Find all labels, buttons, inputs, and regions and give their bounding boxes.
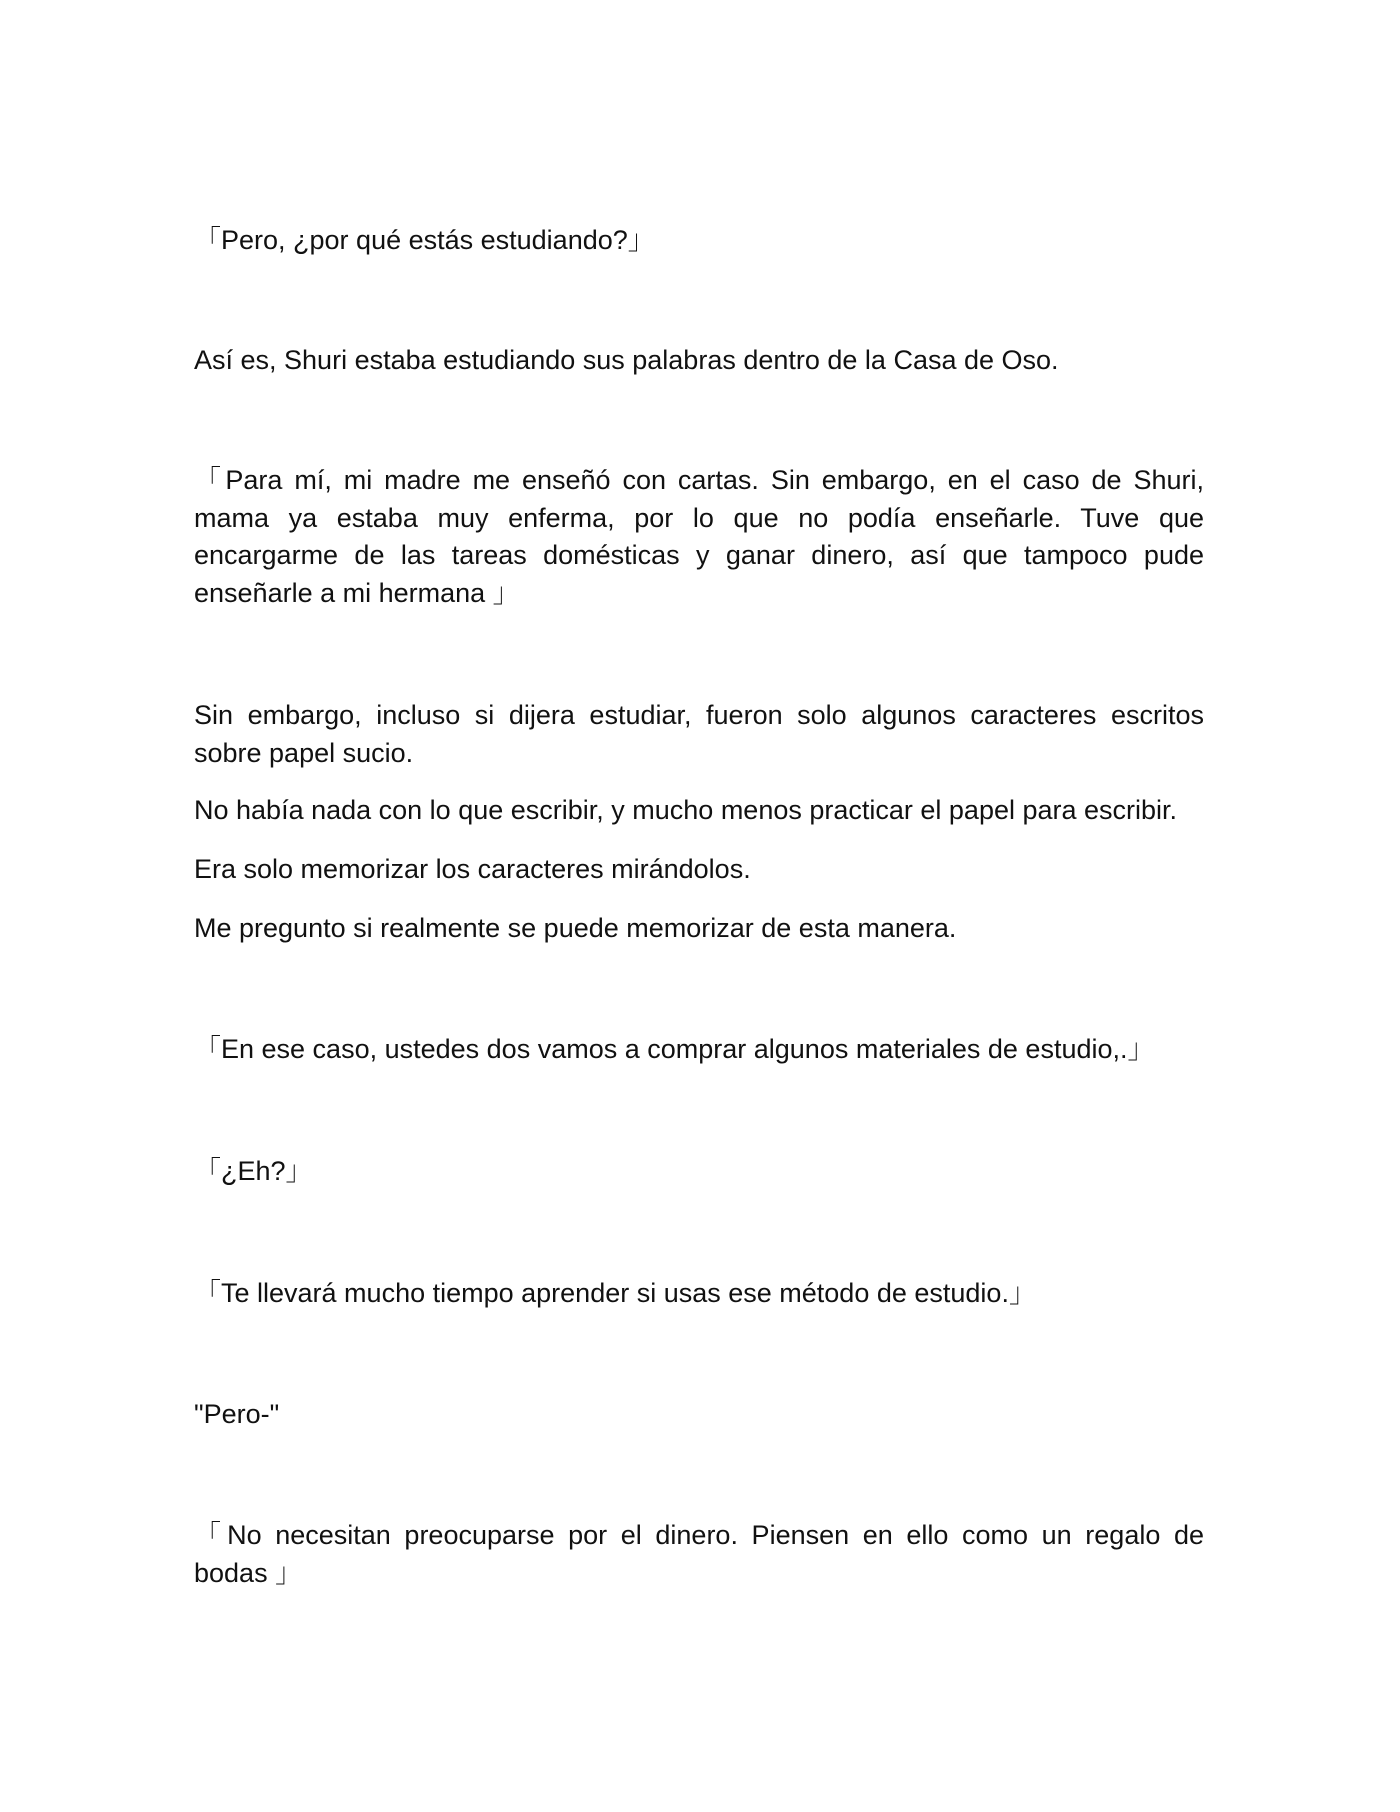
dialogue-paragraph: 「No necesitan preocuparse por el dinero. Piensen en ello como un regalo de bodas 」 xyxy=(194,1520,1204,1588)
dialogue-paragraph: 「Pero, ¿por qué estás estudiando?」 xyxy=(194,225,655,255)
narration-paragraph: Sin embargo, incluso si dijera estudiar, fueron solo algunos caracteres escritos sobre papel sucio. xyxy=(194,700,1204,768)
dialogue-paragraph: 「En ese caso, ustedes dos vamos a comprar algunos materiales de estudio,.」 xyxy=(194,1034,1155,1064)
dialogue-paragraph: 「Te llevará mucho tiempo aprender si usas ese método de estudio.」 xyxy=(194,1278,1036,1308)
narration-paragraph: Era solo memorizar los caracteres mirándolos. xyxy=(194,854,751,884)
dialogue-paragraph: 「¿Eh?」 xyxy=(194,1156,313,1186)
dialogue-paragraph: "Pero-" xyxy=(194,1399,280,1429)
narration-paragraph: No había nada con lo que escribir, y mucho menos practicar el papel para escribir. xyxy=(194,795,1178,825)
narration-paragraph: Así es, Shuri estaba estudiando sus palabras dentro de la Casa de Oso. xyxy=(194,345,1059,375)
narration-paragraph: Me pregunto si realmente se puede memorizar de esta manera. xyxy=(194,913,957,943)
dialogue-paragraph: 「Para mí, mi madre me enseñó con cartas. Sin embargo, en el caso de Shuri, mama ya estaba muy enferma, por lo que no podía enseñarle. Tuve que encargarme de las tareas domésticas y ganar dinero, así que tampoco pude enseñarle a mi hermana 」 xyxy=(194,465,1204,608)
